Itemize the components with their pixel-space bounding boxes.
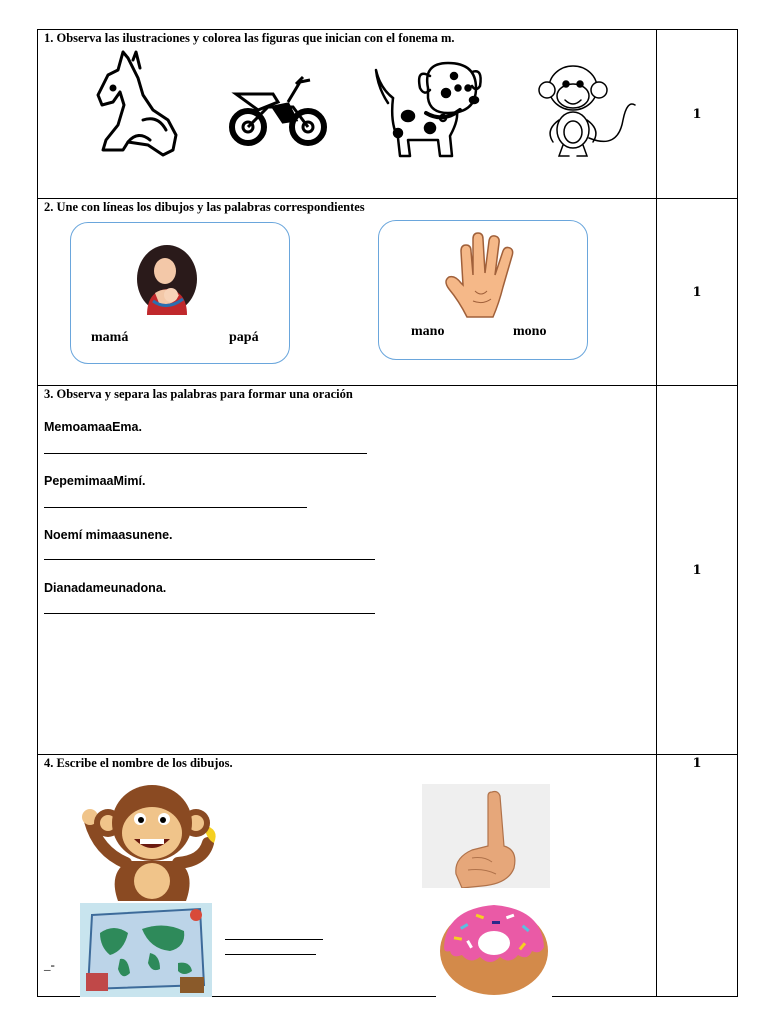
question-4-score: 1 bbox=[692, 756, 702, 771]
answer-line-2[interactable] bbox=[44, 507, 307, 508]
monkey-drawing bbox=[523, 60, 638, 160]
question-2-title: 2. Une con líneas los dibujos y las palabras correspondientes bbox=[44, 200, 365, 214]
question-3-score: 1 bbox=[692, 562, 702, 578]
question-3-title: 3. Observa y separa las palabras para formar una oración bbox=[44, 387, 353, 401]
question-1-cell bbox=[38, 30, 657, 198]
world-map-picture bbox=[80, 903, 212, 997]
question-4-row bbox=[38, 755, 737, 997]
answer-line-4[interactable] bbox=[44, 613, 375, 614]
word-papa: papá bbox=[229, 330, 259, 345]
question-2-score: 1 bbox=[692, 284, 702, 300]
sentence-3: Noemí mimaasunene. bbox=[44, 528, 173, 542]
finger-picture bbox=[422, 784, 550, 888]
answer-mark: _- bbox=[44, 957, 55, 972]
sentence-4: Dianadameunadona. bbox=[44, 581, 167, 595]
answer-line-map-2[interactable] bbox=[225, 954, 316, 955]
question-1-title: 1. Observa las ilustraciones y colorea las figuras que inician con el fonema m. bbox=[44, 31, 455, 45]
mother-baby-icon bbox=[127, 241, 207, 315]
donut-picture bbox=[436, 895, 552, 997]
answer-line-map-1[interactable] bbox=[225, 939, 323, 940]
question-3-cell bbox=[38, 386, 657, 754]
sentence-1: MemoamaaEma. bbox=[44, 420, 142, 434]
question-2-cell bbox=[38, 199, 657, 385]
motorcycle-drawing bbox=[228, 72, 328, 152]
question-4-title: 4. Escribe el nombre de los dibujos. bbox=[44, 756, 233, 770]
answer-line-3[interactable] bbox=[44, 559, 375, 560]
sentence-2: PepemimaaMimí. bbox=[44, 474, 146, 488]
donkey-drawing bbox=[88, 50, 188, 160]
dog-drawing bbox=[368, 58, 488, 163]
mano-mono-card bbox=[378, 220, 588, 360]
word-mano: mano bbox=[411, 324, 445, 339]
word-mama: mamá bbox=[91, 330, 129, 345]
answer-line-1[interactable] bbox=[44, 453, 367, 454]
hand-icon bbox=[437, 231, 525, 319]
question-1-score: 1 bbox=[692, 106, 702, 122]
word-mono: mono bbox=[513, 324, 547, 339]
question-4-cell bbox=[38, 755, 657, 997]
mama-papa-card bbox=[70, 222, 290, 364]
question-1-row bbox=[38, 30, 737, 199]
question-2-row bbox=[38, 199, 737, 386]
worksheet bbox=[37, 29, 738, 997]
cartoon-monkey-picture bbox=[78, 781, 228, 903]
question-3-row bbox=[38, 386, 737, 755]
